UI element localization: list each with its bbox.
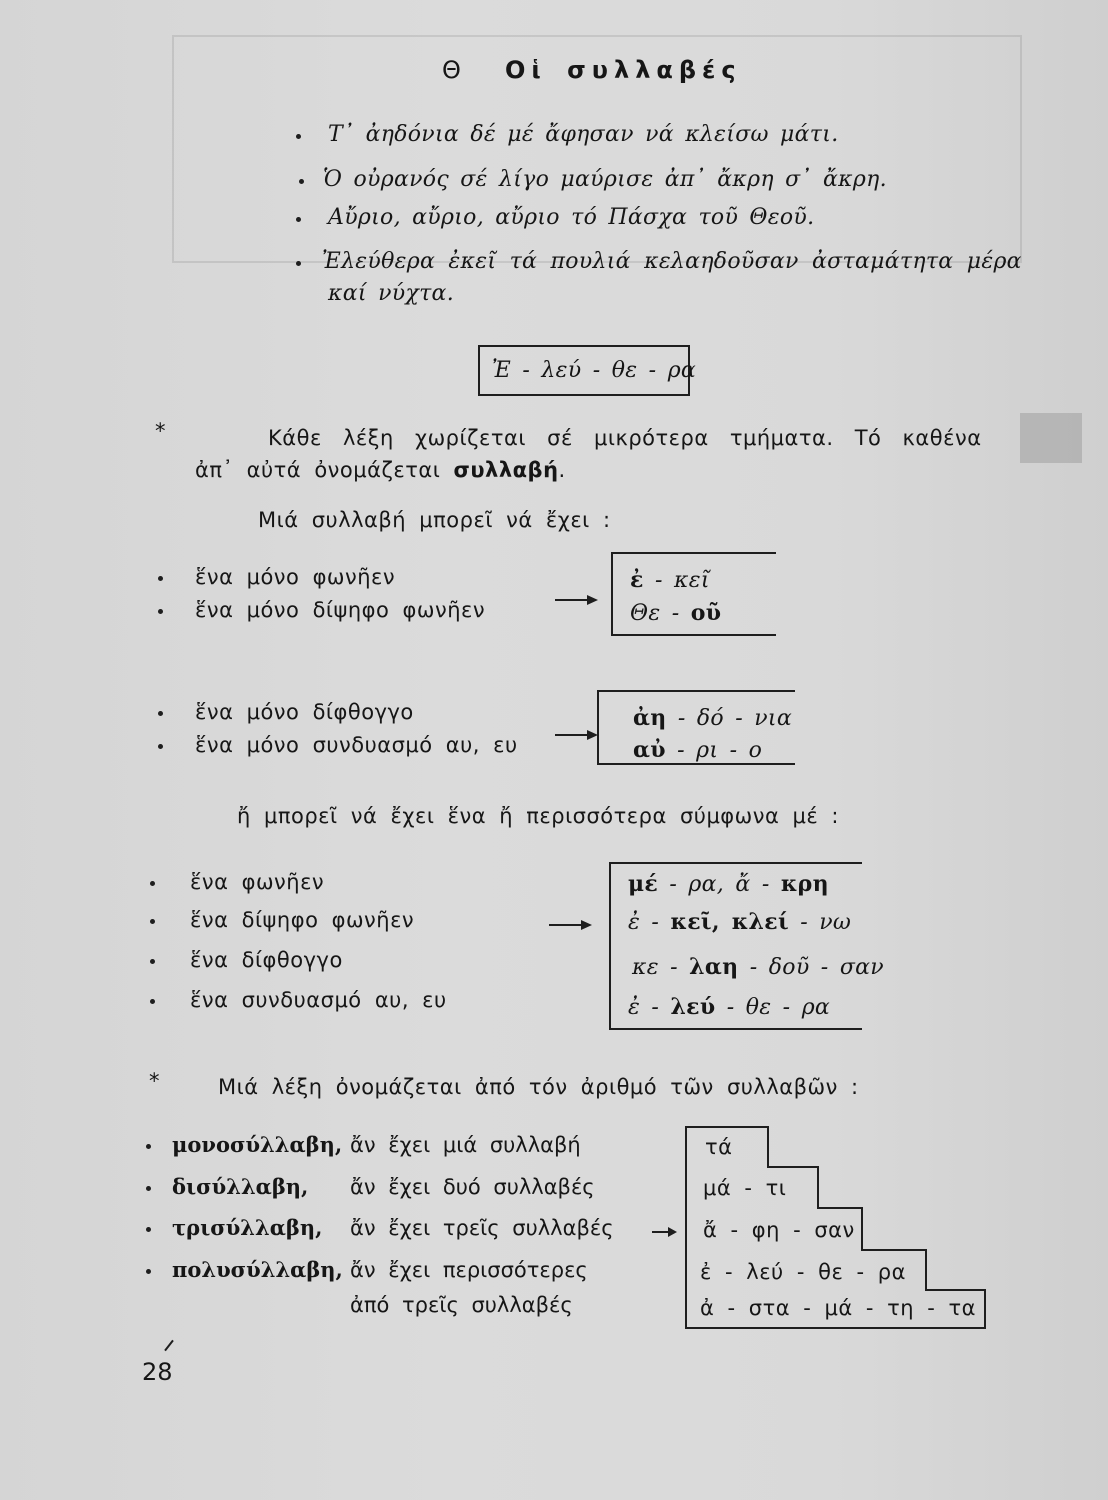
word-type-description-continuation: ἀπό τρεῖς συλλαβές xyxy=(350,1293,573,1317)
word-type-term: πολυσύλλαβη, xyxy=(172,1257,343,1282)
staircase-example: μά - τι xyxy=(703,1176,787,1200)
rule-keyword: συλλαβή xyxy=(453,458,559,482)
list-item: ἕνα μόνο δίψηφο φωνῆεν xyxy=(195,598,486,622)
list-item: ἕνα δίφθογγο xyxy=(190,948,343,972)
poem-line: Ὁ οὐρανός σέ λίγο μαύρισε ἀπ᾿ ἄκρη σ᾿ ἄκρη. xyxy=(323,167,887,192)
example-segment: ἐ - xyxy=(628,910,671,935)
intro-text: Μιά συλλαβή μπορεῖ νά ἔχει : xyxy=(258,508,611,532)
word-type-term: δισύλλαβη, xyxy=(172,1174,309,1199)
example-segment: κε - xyxy=(632,955,690,980)
section-letter: Θ xyxy=(442,56,462,84)
word-type-description: ἄν ἔχει τρεῖς συλλαβές xyxy=(350,1216,614,1240)
example-segment: - θε - ρα xyxy=(715,995,831,1020)
staircase-example: τά xyxy=(705,1135,733,1159)
rule-text-segment: ἀπ᾿ αὐτά ὀνομάζεται xyxy=(195,458,454,482)
list-item: ἕνα φωνῆεν xyxy=(190,870,325,894)
list-item: ἕνα μόνο φωνῆεν xyxy=(195,565,396,589)
example-word: Ἐ - λεύ - θε - ρα xyxy=(492,358,697,383)
list-item: ἕνα μόνο συνδυασμό αυ, ευ xyxy=(195,733,518,757)
example-bold: οῦ xyxy=(690,600,722,626)
poem-line-continuation: καί νύχτα. xyxy=(328,281,455,306)
poem-line: Ἐλεύθερα ἐκεῖ τά πουλιά κελαηδοῦσαν ἀσταμάτητα μέρα xyxy=(322,249,1022,274)
example-segment: - δοῦ - σαν xyxy=(738,955,884,980)
example-segment: - ρα, ἄ - xyxy=(658,872,781,897)
rule-text-line: Κάθε λέξη χωρίζεται σέ μικρότερα τμήματα. Τό καθένα xyxy=(268,426,982,450)
example-bold: ἀη xyxy=(633,705,667,731)
staircase-example: ἀ - στα - μά - τη - τα xyxy=(700,1296,976,1320)
poem-line: Αὔριο, αὔριο, αὔριο τό Πάσχα τοῦ Θεοῦ. xyxy=(328,205,815,230)
page-title: Οἱ συλλαβές xyxy=(505,56,742,84)
poem-line: Τ᾿ ἀηδόνια δέ μέ ἄφησαν νά κλείσω μάτι. xyxy=(328,122,839,147)
page-number: 28 xyxy=(142,1358,173,1386)
list-item: ἕνα μόνο δίφθογγο xyxy=(195,700,414,724)
example-bold: λαη xyxy=(689,954,739,980)
example-segment: Θε - xyxy=(630,601,691,626)
staircase-example: ἐ - λεύ - θε - ρα xyxy=(700,1260,906,1284)
example-bold: λεύ xyxy=(670,994,716,1020)
rule-text-line: Μιά λέξη ὀνομάζεται ἀπό τόν ἀριθμό τῶν συλλαβῶν : xyxy=(218,1075,859,1099)
example-bold: κεῖ, κλεί xyxy=(670,909,789,935)
rule-marker: * xyxy=(155,419,166,443)
example-bold: ἐ xyxy=(630,567,644,593)
list-item: ἕνα συνδυασμό αυ, ευ xyxy=(190,988,447,1012)
example-bold: κρη xyxy=(780,871,829,897)
example-segment: - νω xyxy=(788,910,852,935)
intro-text: ἤ μπορεῖ νά ἔχει ἕνα ἤ περισσότερα σύμφωνα μέ : xyxy=(237,804,839,828)
word-type-description: ἄν ἔχει δυό συλλαβές xyxy=(350,1175,595,1199)
example-bold: αὐ xyxy=(633,737,666,763)
word-type-description: ἄν ἔχει περισσότερες xyxy=(350,1258,588,1282)
example-segment: - δό - νια xyxy=(666,706,793,731)
rule-marker: * xyxy=(149,1069,160,1093)
word-type-term: μονοσύλλαβη, xyxy=(172,1132,343,1157)
word-type-term: τρισύλλαβη, xyxy=(172,1215,323,1240)
rule-text-segment: . xyxy=(558,458,566,482)
example-segment: - κεῖ xyxy=(643,568,710,593)
example-segment: - ρι - ο xyxy=(665,738,763,763)
word-type-description: ἄν ἔχει μιά συλλαβή xyxy=(350,1133,581,1157)
example-bold: μέ xyxy=(628,871,659,897)
staircase-example: ἄ - φη - σαν xyxy=(703,1218,855,1242)
example-segment: ἐ - xyxy=(628,995,671,1020)
list-item: ἕνα δίψηφο φωνῆεν xyxy=(190,908,415,932)
